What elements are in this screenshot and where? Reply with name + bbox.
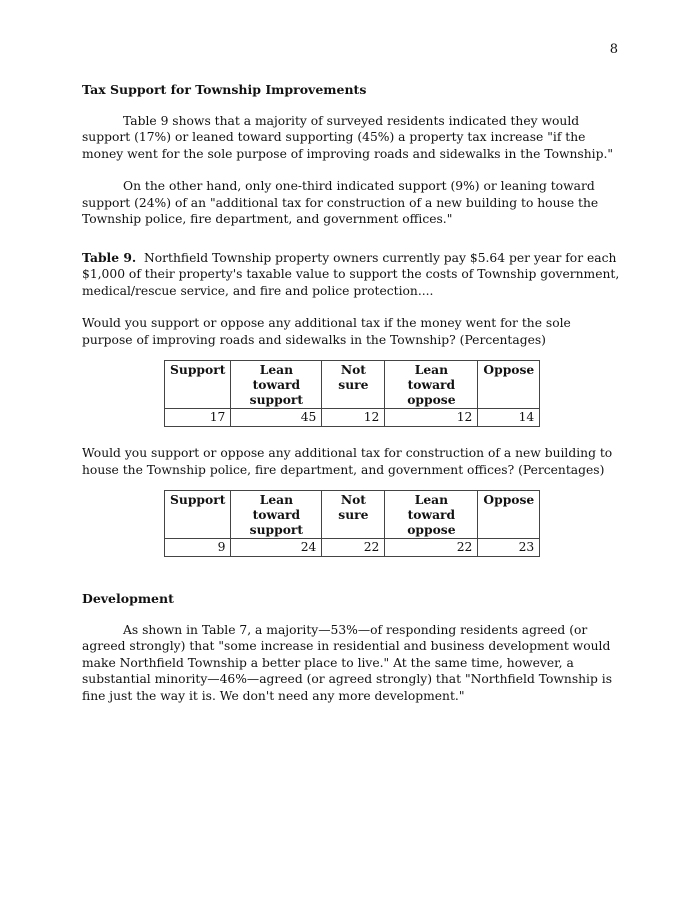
table-label: Table 9.: [82, 249, 137, 265]
question-roads: Would you support or oppose any additional tax if the money went for the sole purpose of improving roads and sidewalks in the Township? (Percentages): [82, 316, 571, 347]
table-roads: [164, 360, 540, 427]
header-oppose: Oppose: [478, 361, 540, 409]
cell-not-sure: 22: [322, 539, 385, 557]
header-not-sure: Not sure: [322, 491, 385, 539]
cell-support: 17: [165, 409, 231, 427]
header-support: Support: [165, 491, 231, 539]
header-lean-oppose: Lean toward oppose: [385, 491, 478, 539]
question-building: Would you support or oppose any additional tax for construction of a new building to house the Township police, fire department, and government offices? (Percentages): [82, 446, 613, 477]
cell-lean-oppose: 12: [385, 409, 478, 427]
header-oppose: Oppose: [478, 491, 540, 539]
paragraph: On the other hand, only one-third indicated support (9%) or leaning toward support (24%) of an "additional tax for construction of a new building to house the Township police, fire department, and government offices.": [82, 179, 599, 226]
page-number: 8: [609, 42, 618, 57]
header-lean-support: Lean toward support: [231, 491, 322, 539]
cell-oppose: 14: [478, 409, 540, 427]
table-row: [165, 539, 540, 557]
table-building: [164, 490, 540, 557]
cell-lean-support: 45: [231, 409, 322, 427]
cell-not-sure: 12: [322, 409, 385, 427]
cell-oppose: 23: [478, 539, 540, 557]
paragraph: As shown in Table 7, a majority—53%—of responding residents agreed (or agreed strongly) that "some increase in residential and business development would make Northfield Township a better place to live." At the same time, however, a substantial minority—46%—agreed (or agreed strongly) that "Northfield Township is fine just the way it is. We don't need any more development.": [82, 622, 613, 703]
table-row: [165, 409, 540, 427]
header-not-sure: Not sure: [322, 361, 385, 409]
section-heading-tax-support: Tax Support for Township Improvements: [82, 82, 367, 97]
header-lean-support: Lean toward support: [231, 361, 322, 409]
table-caption-text: Northfield Township property owners currently pay $5.64 per year for each $1,000 of their property's taxable value to support the costs of Township government, medical/rescue service, and fire and police protection....: [82, 250, 620, 298]
cell-lean-support: 24: [231, 539, 322, 557]
document-body: [82, 82, 622, 720]
paragraph: Table 9 shows that a majority of surveyed residents indicated they would support (17%) or leaned toward supporting (45%) a property tax increase "if the money went for the sole purpose of improving roads and sidewalks in the Township.": [82, 113, 614, 161]
table-caption: [82, 250, 622, 300]
header-support: Support: [165, 361, 231, 409]
header-lean-oppose: Lean toward oppose: [385, 361, 478, 409]
cell-lean-oppose: 22: [385, 539, 478, 557]
cell-support: 9: [165, 539, 231, 557]
section-heading-development: Development: [82, 591, 174, 606]
